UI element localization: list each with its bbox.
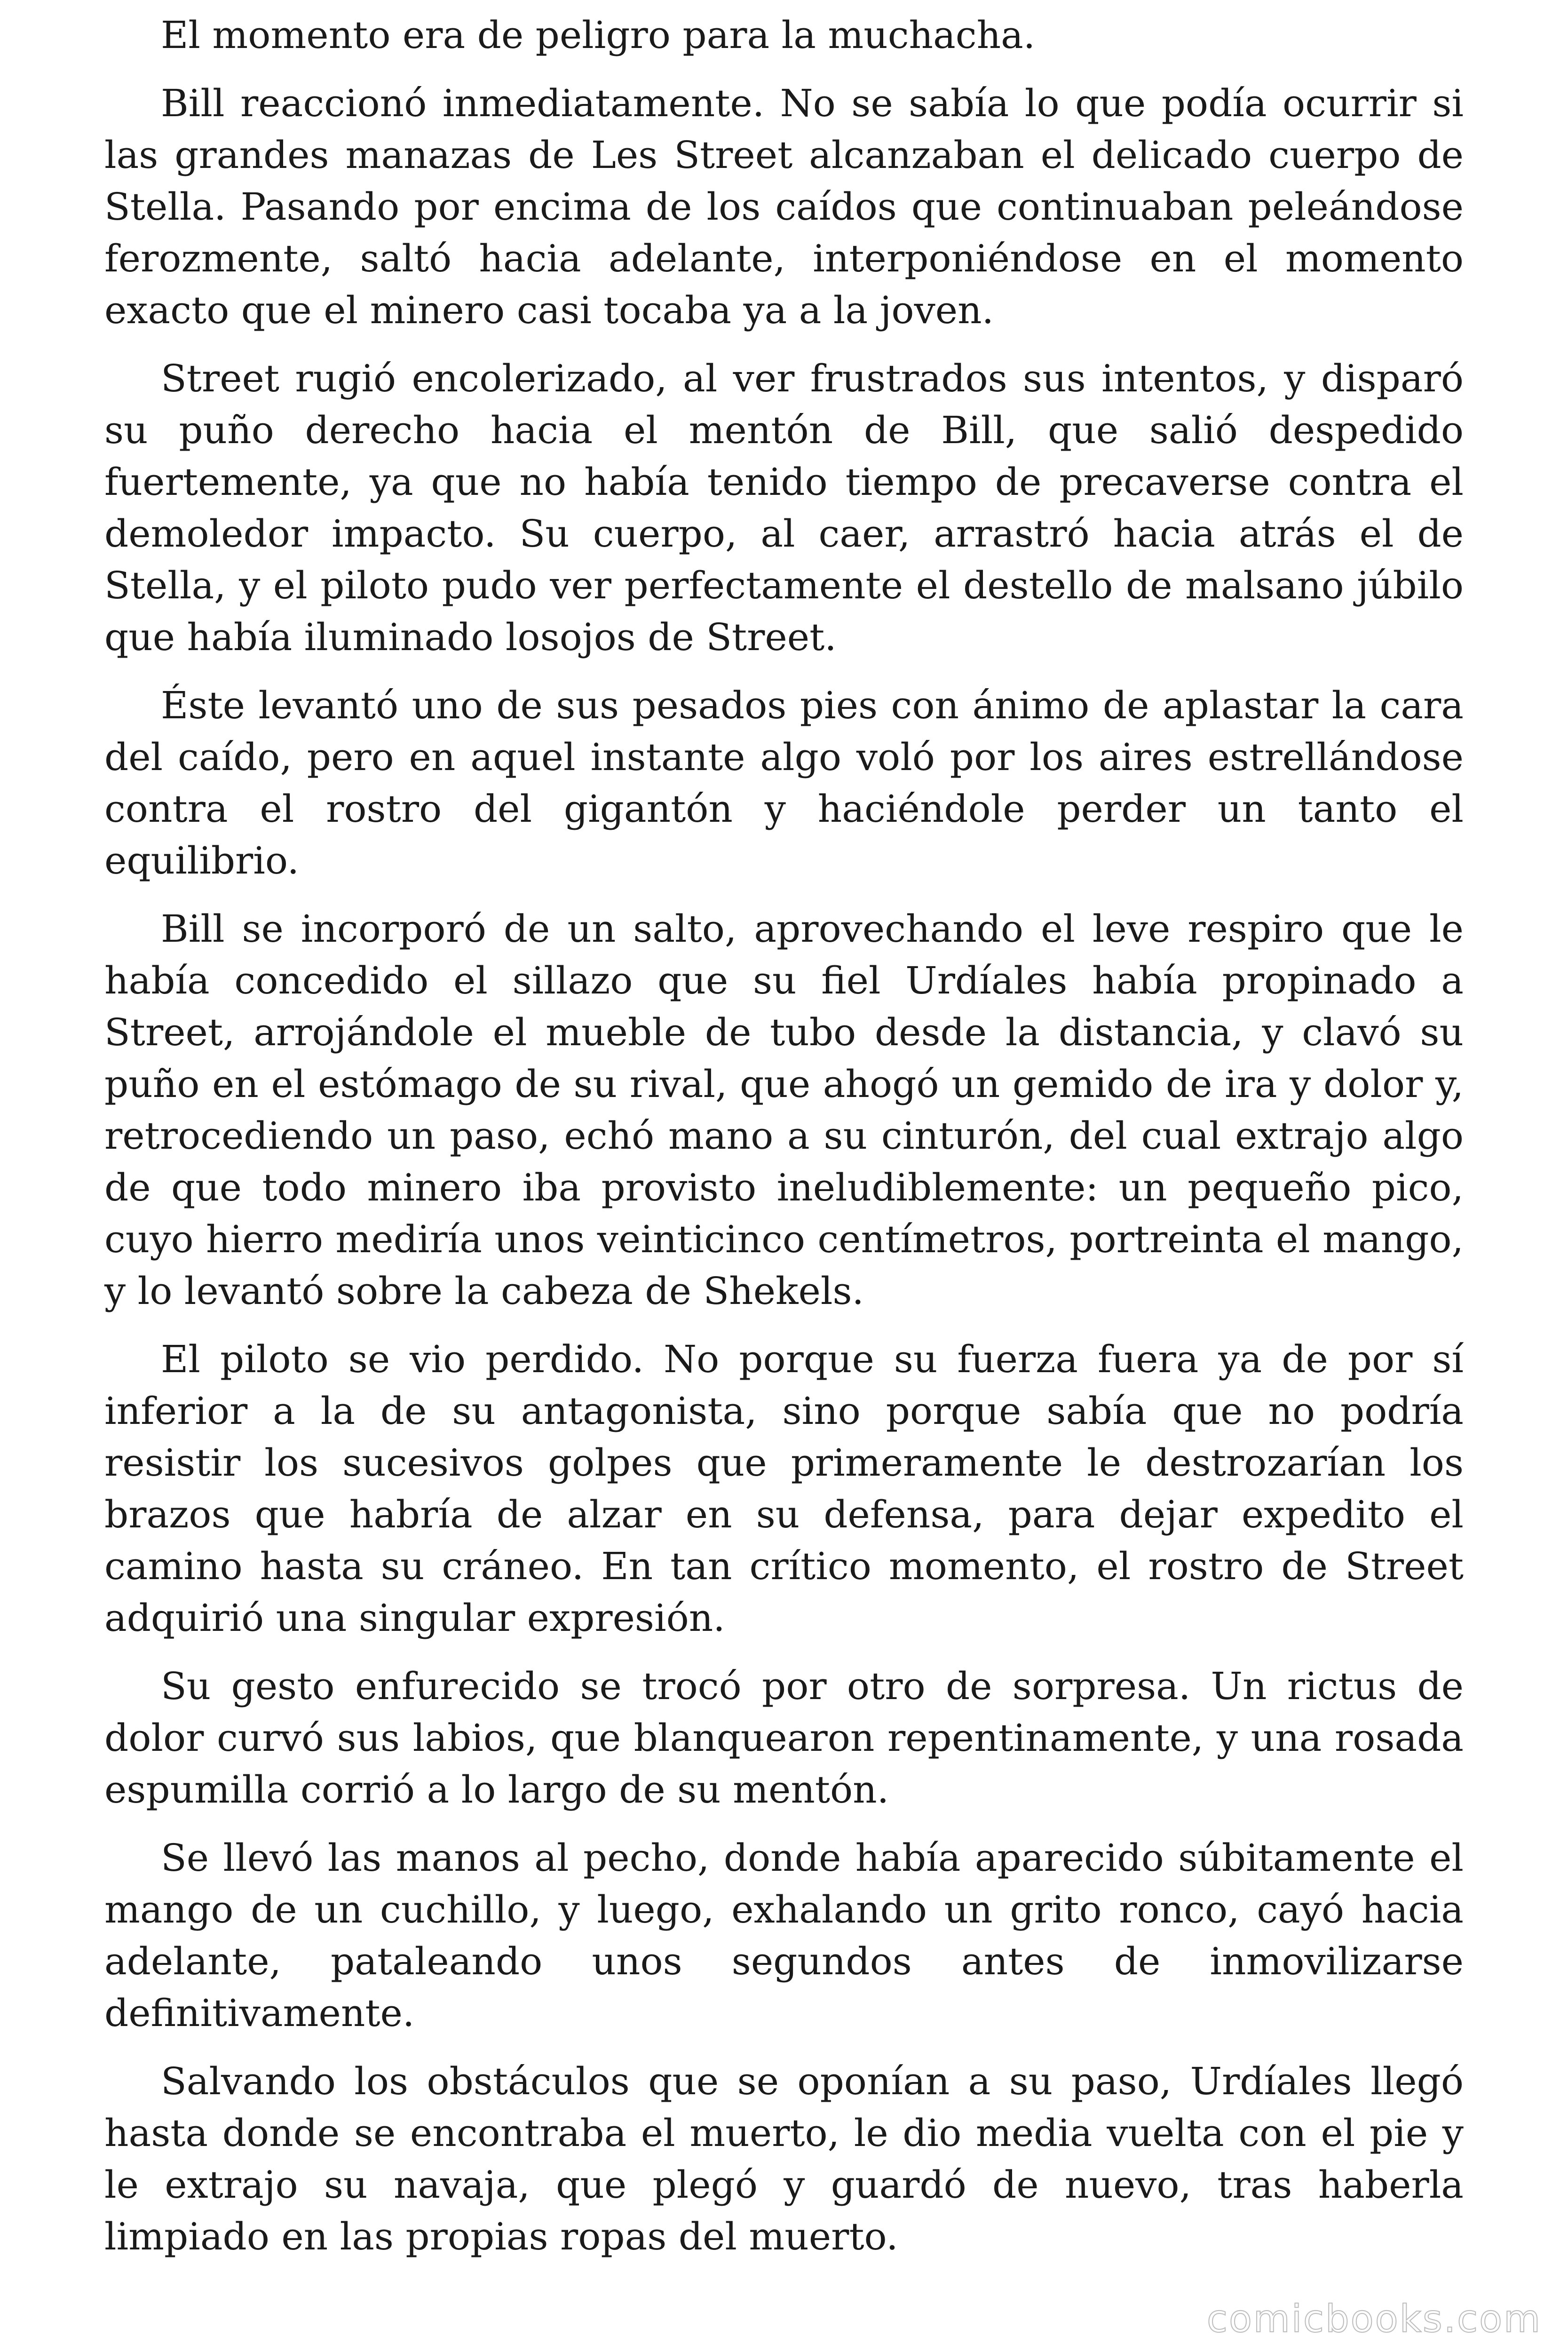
paragraph: Bill reaccionó inmediatamente. No se sabía lo que podía ocurrir si las grandes manazas de Les Street alcanzaban el delicado cuerpo de Stella. Pasando por encima de los caídos que continuaban peleándose ferozmente, saltó hacia adelante, interponiéndose en el momento exacto que el minero casi tocaba ya a la joven. xyxy=(104,81,1464,332)
body-text xyxy=(104,9,1464,2279)
paragraph: Street rugió encolerizado, al ver frustrados sus intentos, y disparó su puño derecho hacia el mentón de Bill, que salió despedido fuertemente, ya que no había tenido tiempo de precaverse contra el demoledor impacto. Su cuerpo, al caer, arrastró hacia atrás el de Stella, y el piloto pudo ver perfectamente el destello de malsano júbilo que había iluminado losojos de Street. xyxy=(104,357,1464,659)
paragraph: Éste levantó uno de sus pesados pies con ánimo de aplastar la cara del caído, pero en aquel instante algo voló por los aires estrellándose contra el rostro del gigantón y haciéndole perder un tanto el equilibrio. xyxy=(104,683,1464,882)
paragraph: El piloto se vio perdido. No porque su fuerza fuera ya de por sí inferior a la de su antagonista, sino porque sabía que no podría resistir los sucesivos golpes que primeramente le destrozarían los brazos que habría de alzar en su defensa, para dejar expedito el camino hasta su cráneo. En tan crítico momento, el rostro de Street adquirió una singular expresión. xyxy=(104,1337,1464,1640)
paragraph: El momento era de peligro para la muchacha. xyxy=(161,13,1036,57)
paragraph: Salvando los obstáculos que se oponían a su paso, Urdíales llegó hasta donde se encontraba el muerto, le dio media vuelta con el pie y le extrajo su navaja, que plegó y guardó de nuevo, tras haberla limpiado en las propias ropas del muerto. xyxy=(104,2059,1464,2258)
paragraph: Su gesto enfurecido se trocó por otro de sorpresa. Un rictus de dolor curvó sus labios, que blanquearon repentinamente, y una rosada espumilla corrió a lo largo de su mentón. xyxy=(104,1664,1464,1812)
paragraph: Bill se incorporó de un salto, aprovechando el leve respiro que le había concedido el sillazo que su fiel Urdíales había propinado a Street, arrojándole el mueble de tubo desde la distancia, y clavó su puño en el estómago de su rival, que ahogó un gemido de ira y dolor y, retrocediendo un paso, echó mano a su cinturón, del cual extrajo algo de que todo minero iba provisto ineludiblemente: un pequeño pico, cuyo hierro mediría unos veinticinco centímetros, portreinta el mango, y lo levantó sobre la cabeza de Shekels. xyxy=(104,907,1464,1313)
watermark: comicbooks.com xyxy=(1206,2297,1542,2341)
paragraph: Se llevó las manos al pecho, donde había aparecido súbitamente el mango de un cuchillo, y luego, exhalando un grito ronco, cayó hacia adelante, pataleando unos segundos antes de inmovilizarse definitivamente. xyxy=(104,1836,1464,2035)
